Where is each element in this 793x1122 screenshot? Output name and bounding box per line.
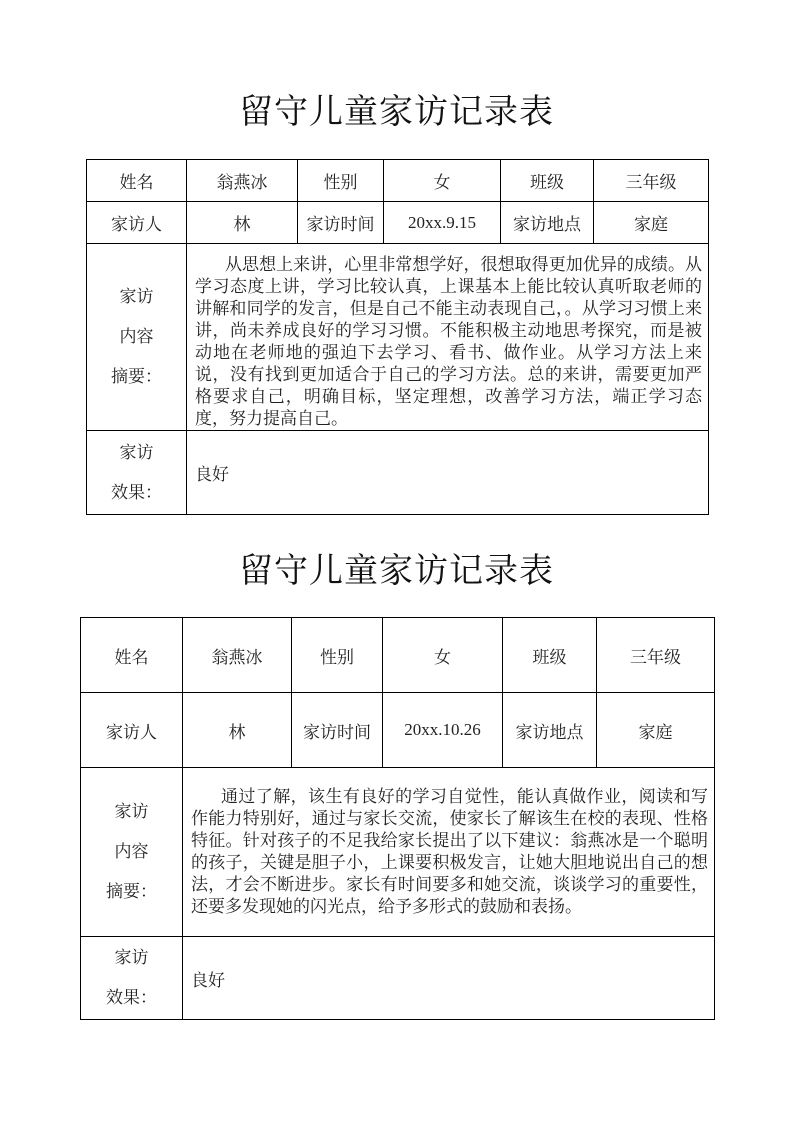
name-value: 翁燕冰 [187, 160, 298, 202]
info-row [87, 160, 709, 202]
effect-row [81, 937, 715, 1020]
content-text: 通过了解，该生有良好的学习自觉性，能认真做作业，阅读和写作能力特别好，通过与家长交流，使家长了解该生在校的表现、性格特征。针对孩子的不足我给家长提出了以下建议：翁燕冰是一个聪明的孩子，关键是胆子小，上课要积极发言，让她大胆地说出自己的想法，才会不断进步。家长有时间要多和她交流，谈谈学习的重要性，还要多发现她的闪光点，给予多形式的鼓励和表扬。 [191, 787, 708, 917]
content-label-line: 内容 [114, 842, 149, 862]
content-row [87, 244, 709, 431]
gender-value: 女 [383, 618, 503, 693]
class-label: 班级 [503, 618, 597, 693]
effect-value: 良好 [187, 431, 709, 515]
visit-info-row [81, 693, 715, 768]
content-label-line: 家访 [114, 802, 149, 822]
content-label-line: 家访 [119, 287, 154, 307]
content-label-line: 摘要： [106, 882, 157, 902]
name-label: 姓名 [87, 160, 187, 202]
effect-label-line: 效果： [111, 482, 162, 503]
gender-label: 性别 [292, 618, 383, 693]
gender-value: 女 [384, 160, 501, 202]
visit-time-value: 20xx.10.26 [383, 693, 503, 768]
effect-label [87, 431, 187, 515]
content-row [81, 768, 715, 937]
effect-row [87, 431, 709, 515]
gender-label: 性别 [298, 160, 384, 202]
name-label: 姓名 [81, 618, 183, 693]
visitor-value: 林 [183, 693, 292, 768]
record-title: 留守儿童家访记录表 [239, 92, 554, 132]
effect-label-line: 家访 [119, 442, 154, 463]
visit-place-value: 家庭 [597, 693, 715, 768]
visit-place-label: 家访地点 [501, 202, 594, 244]
content-label [87, 244, 187, 431]
class-value: 三年级 [594, 160, 709, 202]
content-label-line: 内容 [119, 327, 154, 347]
info-row [81, 618, 715, 693]
visit-place-value: 家庭 [594, 202, 709, 244]
visit-place-label: 家访地点 [503, 693, 597, 768]
content-label-line: 摘要： [111, 367, 162, 387]
record-title: 留守儿童家访记录表 [239, 551, 554, 591]
content-cell [183, 768, 715, 937]
effect-label-line: 家访 [114, 948, 149, 968]
class-label: 班级 [501, 160, 594, 202]
visit-time-label: 家访时间 [292, 693, 383, 768]
visit-record-table [80, 617, 715, 1020]
visitor-label: 家访人 [81, 693, 183, 768]
content-cell [187, 244, 709, 431]
effect-label [81, 937, 183, 1020]
visitor-value: 林 [187, 202, 298, 244]
class-value: 三年级 [597, 618, 715, 693]
visit-time-value: 20xx.9.15 [384, 202, 501, 244]
name-value: 翁燕冰 [183, 618, 292, 693]
effect-value: 良好 [183, 937, 715, 1020]
visit-info-row [87, 202, 709, 244]
visit-time-label: 家访时间 [298, 202, 384, 244]
effect-label-line: 效果： [106, 988, 157, 1008]
content-label [81, 768, 183, 937]
visitor-label: 家访人 [87, 202, 187, 244]
visit-record-table [86, 159, 709, 515]
content-text: 从思想上来讲，心里非常想学好，很想取得更加优异的成绩。从学习态度上讲，学习比较认真，上课基本上能比较认真听取老师的讲解和同学的发言，但是自己不能主动表现自己，。从学习习惯上来讲，尚未养成良好的学习习惯。不能积极主动地思考探究，而是被动地在老师地的强迫下去学习、看书、做作业。从学习方法上来说，没有找到更加适合于自己的学习方法。总的来讲，需要更加严格要求自己，明确目标，坚定理想，改善学习方法，端正学习态度，努力提高自己。 [195, 255, 702, 429]
